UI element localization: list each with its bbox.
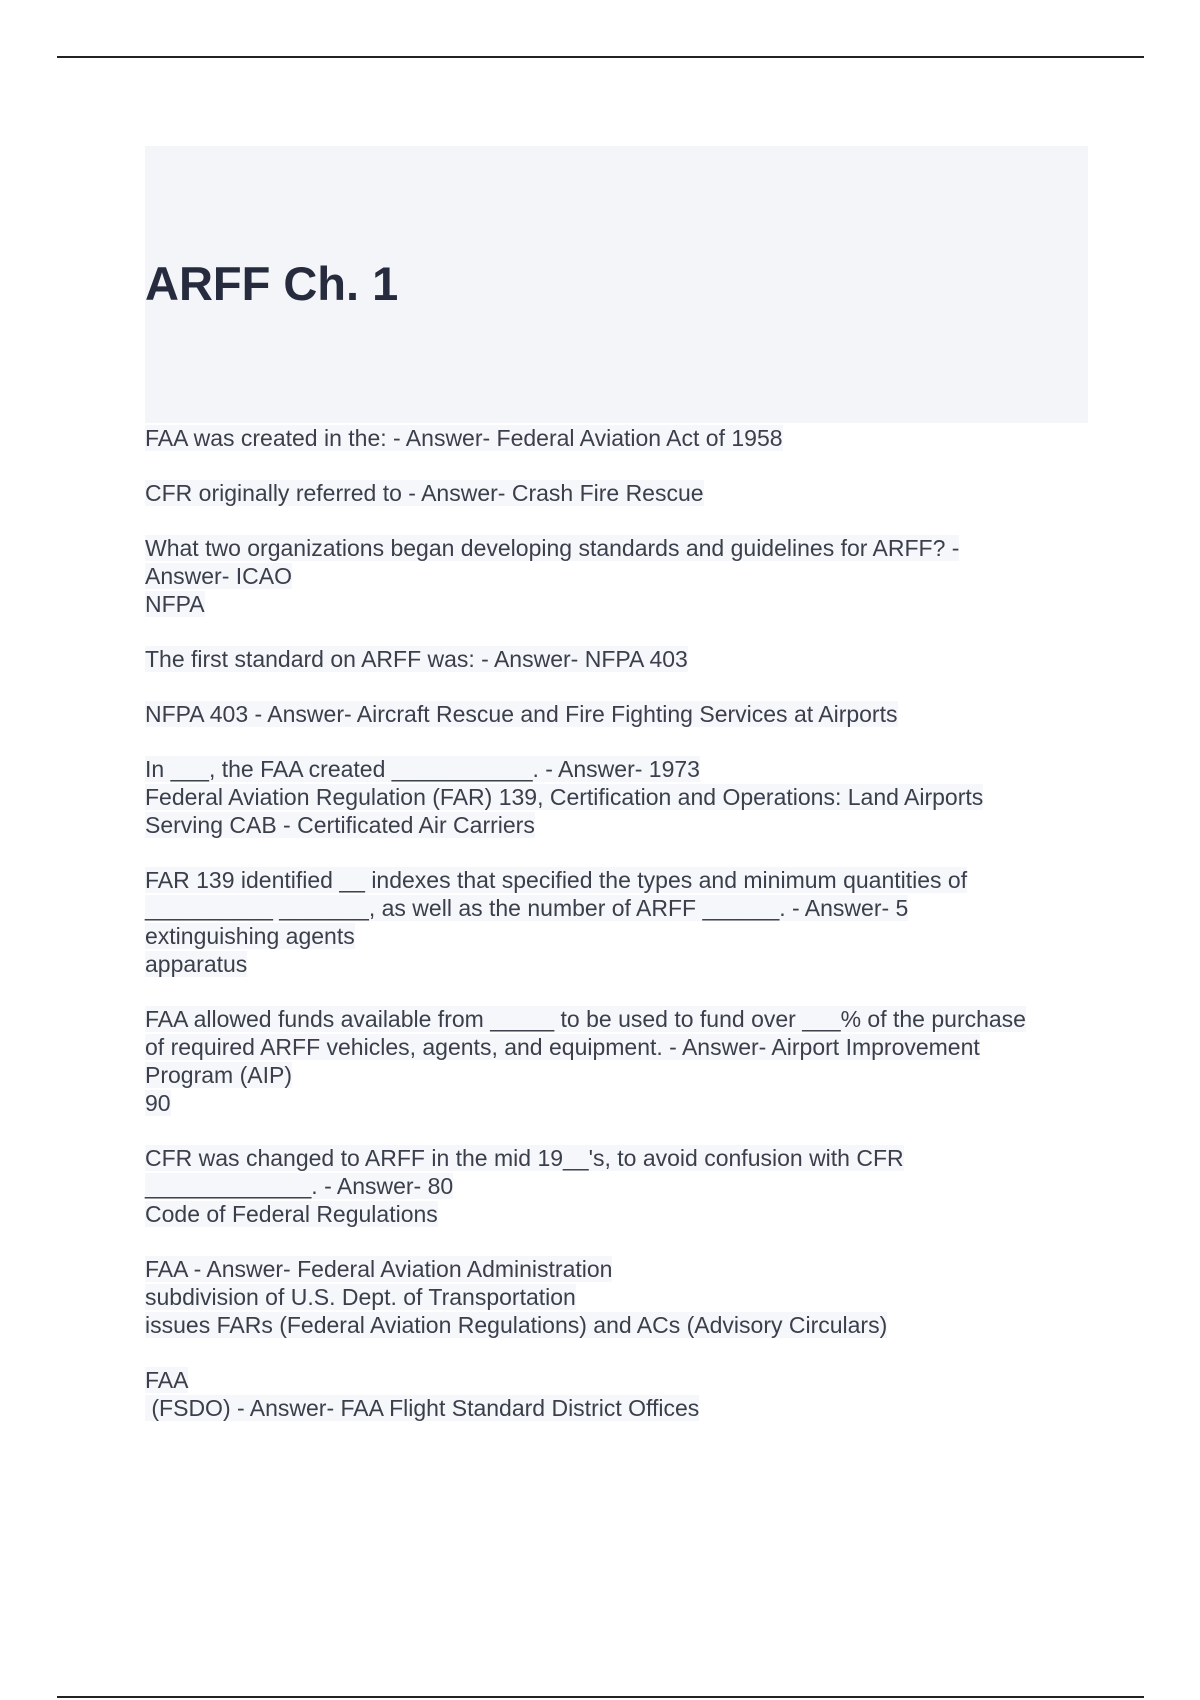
qa-line: [145, 1394, 1085, 1422]
qa-line-text: of required ARFF vehicles, agents, and equipment. - Answer- Airport Improvement: [145, 1034, 980, 1060]
qa-line-text: (FSDO) - Answer- FAA Flight Standard District Offices: [145, 1395, 700, 1421]
qa-line-text: Serving CAB - Certificated Air Carriers: [145, 812, 535, 838]
qa-line-text: NFPA: [145, 591, 205, 617]
qa-line: [145, 700, 1085, 728]
qa-line-text: apparatus: [145, 951, 248, 977]
qa-line: [145, 1005, 1085, 1033]
qa-line: [145, 1144, 1085, 1172]
qa-line: [145, 866, 1085, 894]
qa-line-text: Program (AIP): [145, 1062, 292, 1088]
document-title: ARFF Ch. 1: [145, 257, 399, 310]
qa-line: [145, 811, 1085, 839]
qa-line: [145, 783, 1085, 811]
qa-line: [145, 562, 1085, 590]
qa-line-text: FAA - Answer- Federal Aviation Administration: [145, 1256, 613, 1282]
bottom-rule: [57, 1696, 1144, 1698]
qa-item: [145, 1366, 1085, 1422]
qa-line-text: In ___, the FAA created ___________. - Answer- 1973: [145, 756, 700, 782]
qa-line-text: Code of Federal Regulations: [145, 1201, 438, 1227]
qa-line: [145, 1033, 1085, 1061]
qa-line: [145, 1311, 1085, 1339]
qa-line: [145, 590, 1085, 618]
qa-line: [145, 1089, 1085, 1117]
qa-line: [145, 534, 1085, 562]
qa-item: [145, 1005, 1085, 1117]
qa-item: [145, 645, 1085, 673]
qa-line: [145, 479, 1085, 507]
qa-line: [145, 922, 1085, 950]
qa-line-text: What two organizations began developing standards and guidelines for ARFF? -: [145, 535, 960, 561]
qa-line: [145, 894, 1085, 922]
qa-item: [145, 755, 1085, 839]
qa-item: [145, 700, 1085, 728]
qa-line: [145, 755, 1085, 783]
qa-line-text: FAA: [145, 1367, 189, 1393]
qa-line-text: Answer- ICAO: [145, 563, 292, 589]
qa-item: [145, 866, 1085, 978]
qa-line-text: extinguishing agents: [145, 923, 355, 949]
qa-line: [145, 1283, 1085, 1311]
qa-line: [145, 1200, 1085, 1228]
qa-line-text: _____________. - Answer- 80: [145, 1173, 454, 1199]
qa-line: [145, 1366, 1085, 1394]
qa-line: [145, 645, 1085, 673]
qa-line: [145, 950, 1085, 978]
qa-line-text: Federal Aviation Regulation (FAR) 139, Certification and Operations: Land Airports: [145, 784, 984, 810]
qa-line-text: FAR 139 identified __ indexes that specified the types and minimum quantities of: [145, 867, 968, 893]
qa-line-text: NFPA 403 - Answer- Aircraft Rescue and Fire Fighting Services at Airports: [145, 701, 898, 727]
qa-line-text: CFR was changed to ARFF in the mid 19__'s, to avoid confusion with CFR: [145, 1145, 904, 1171]
qa-line-text: subdivision of U.S. Dept. of Transportation: [145, 1284, 576, 1310]
qa-line-text: issues FARs (Federal Aviation Regulations) and ACs (Advisory Circulars): [145, 1312, 888, 1338]
qa-line-text: The first standard on ARFF was: - Answer- NFPA 403: [145, 646, 688, 672]
qa-line-text: FAA was created in the: - Answer- Federal Aviation Act of 1958: [145, 425, 783, 451]
qa-item: [145, 479, 1085, 507]
qa-line: [145, 424, 1085, 452]
qa-item: [145, 1144, 1085, 1228]
top-rule: [57, 56, 1144, 58]
qa-list: [145, 424, 1085, 1449]
qa-item: [145, 534, 1085, 618]
qa-line-text: 90: [145, 1090, 171, 1116]
qa-line-text: CFR originally referred to - Answer- Crash Fire Rescue: [145, 480, 704, 506]
qa-item: [145, 424, 1085, 452]
qa-line: [145, 1172, 1085, 1200]
qa-line-text: FAA allowed funds available from _____ to be used to fund over ___% of the purchase: [145, 1006, 1026, 1032]
qa-line-text: __________ _______, as well as the number of ARFF ______. - Answer- 5: [145, 895, 909, 921]
qa-line: [145, 1061, 1085, 1089]
qa-line: [145, 1255, 1085, 1283]
qa-item: [145, 1255, 1085, 1339]
